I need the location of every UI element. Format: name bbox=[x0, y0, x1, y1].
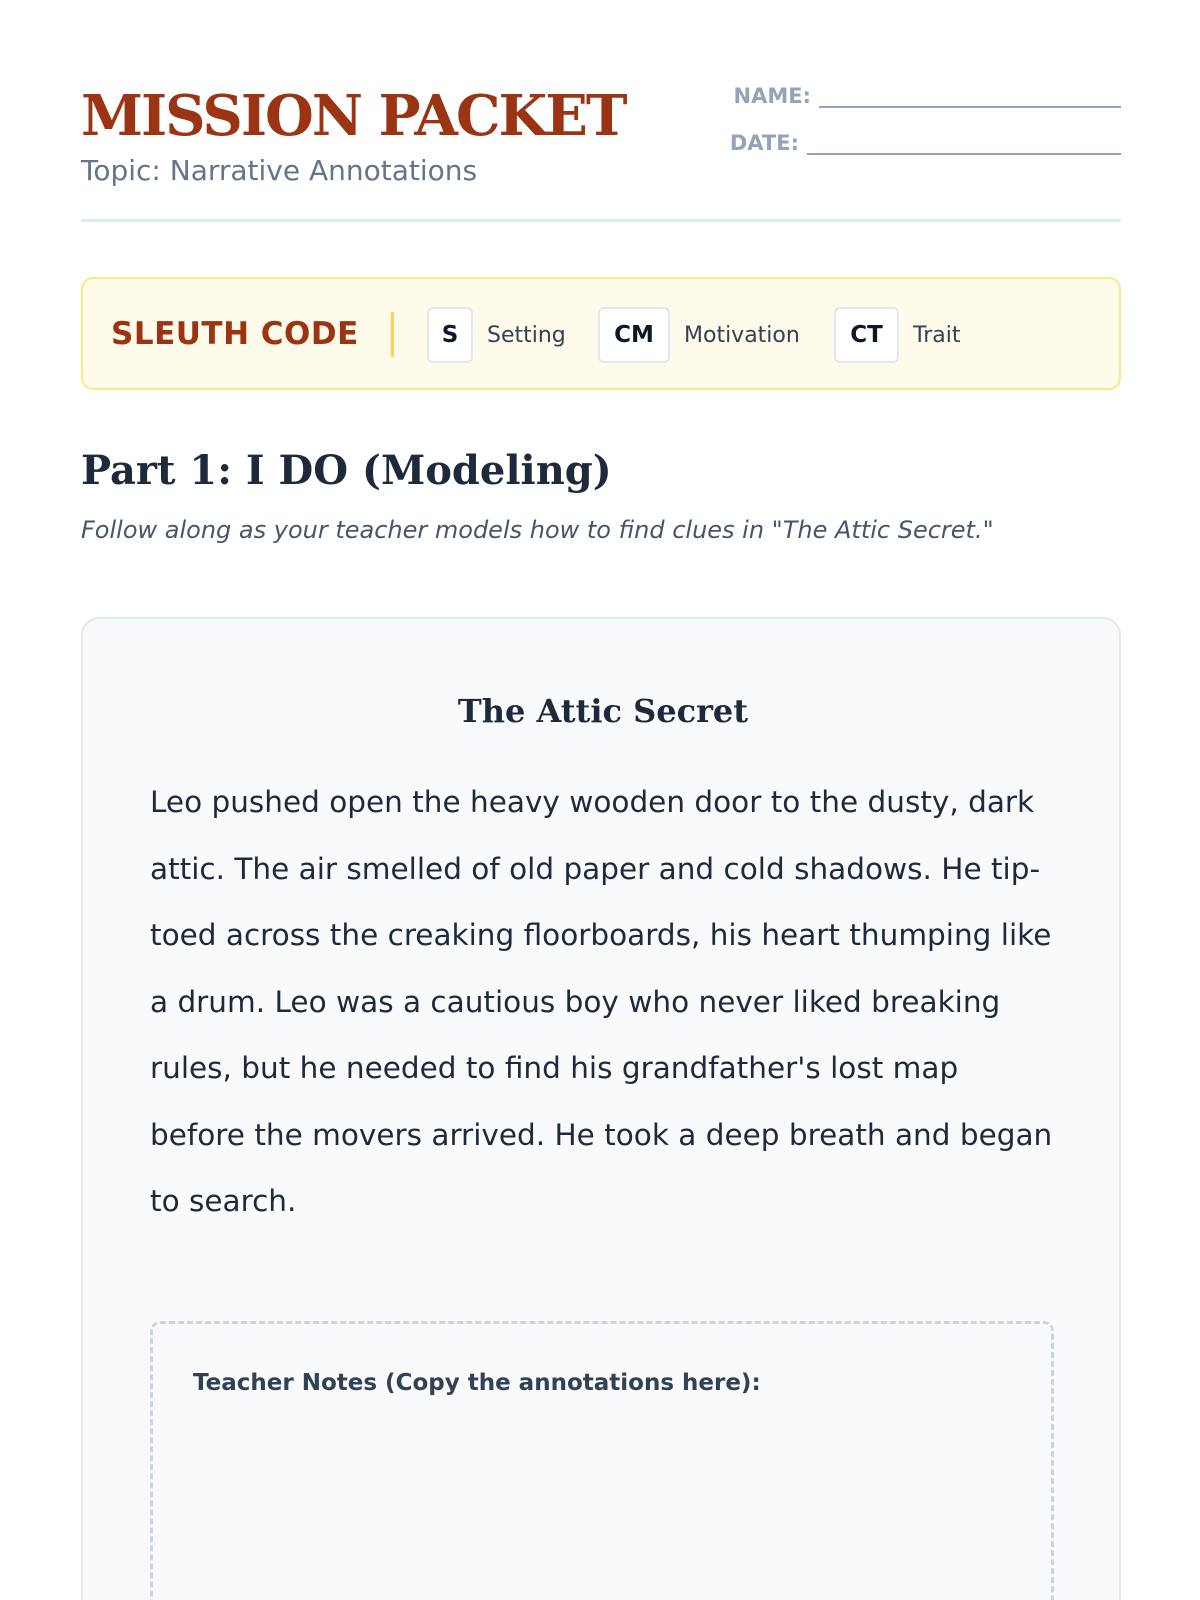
name-field[interactable] bbox=[734, 84, 1121, 108]
sleuth-code-legend bbox=[81, 277, 1121, 390]
sleuth-code-title: SLEUTH CODE bbox=[111, 316, 359, 352]
teacher-notes-input[interactable] bbox=[193, 1424, 1011, 1600]
teacher-notes-box[interactable] bbox=[150, 1321, 1054, 1600]
code-badge-cm: CM bbox=[598, 307, 670, 363]
story-passage: Leo pushed open the heavy wooden door to the dusty, dark attic. The air smelled of old paper and cold shadows. He tip-toed across the creaking floorboards, his heart thumping like a drum. Leo was a cautious boy who never liked breaking rules, but he needed to find his grandfather's lost map before the movers arrived. He took a deep breath and began to search. bbox=[150, 785, 1053, 1218]
code-badge-ct: CT bbox=[834, 307, 899, 363]
code-label-motivation: Motivation bbox=[684, 322, 800, 348]
date-blank-line[interactable] bbox=[807, 135, 1121, 155]
date-field[interactable] bbox=[730, 131, 1121, 155]
code-label-setting: Setting bbox=[487, 322, 566, 348]
legend-item-motivation bbox=[598, 307, 800, 363]
part1-heading: Part 1: I DO (Modeling) bbox=[81, 447, 612, 494]
name-blank-line[interactable] bbox=[819, 88, 1121, 108]
part1-instructions: Follow along as your teacher models how to find clues in "The Attic Secret." bbox=[81, 516, 994, 544]
page-title: MISSION PACKET bbox=[81, 83, 626, 149]
legend-item-trait bbox=[834, 307, 960, 363]
teacher-notes-label: Teacher Notes (Copy the annotations here): bbox=[193, 1370, 761, 1396]
code-badge-s: S bbox=[427, 307, 473, 363]
packet-header bbox=[81, 84, 1121, 222]
topic-subtitle: Topic: Narrative Annotations bbox=[81, 154, 478, 187]
story-title: The Attic Secret bbox=[457, 692, 749, 730]
story-card bbox=[81, 617, 1121, 1600]
code-label-trait: Trait bbox=[913, 322, 961, 348]
worksheet-page bbox=[81, 0, 1121, 1600]
name-label: NAME: bbox=[733, 84, 811, 108]
legend-item-setting bbox=[427, 307, 566, 363]
legend-divider bbox=[391, 312, 394, 357]
date-label: DATE: bbox=[729, 131, 799, 155]
